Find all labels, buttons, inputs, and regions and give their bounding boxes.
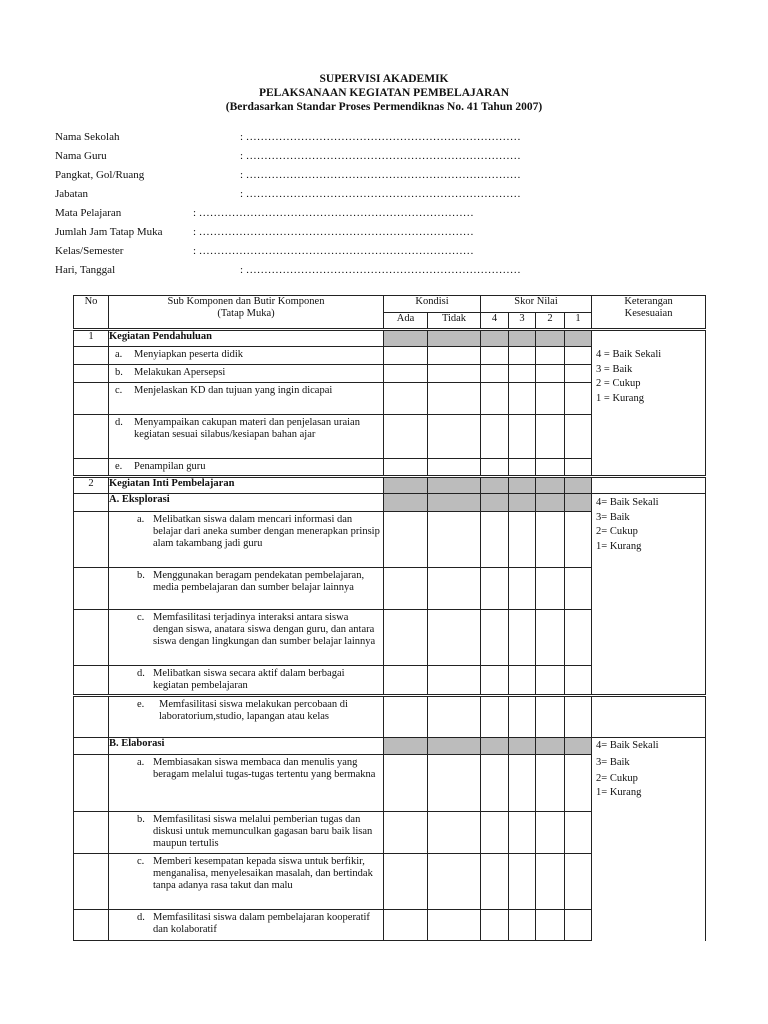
check-cell[interactable] — [481, 666, 509, 696]
item-cell — [109, 610, 384, 666]
shaded-cell — [384, 330, 428, 347]
empty-cell — [592, 696, 706, 738]
check-cell[interactable] — [481, 610, 509, 666]
shaded-cell — [509, 330, 536, 347]
empty-cell — [74, 568, 109, 610]
check-cell[interactable] — [384, 568, 428, 610]
item-marker: a. — [115, 349, 123, 360]
shaded-cell — [565, 330, 592, 347]
empty-cell — [74, 610, 109, 666]
check-cell[interactable] — [536, 812, 565, 854]
check-cell[interactable] — [536, 459, 565, 477]
shaded-cell — [384, 477, 428, 494]
item-text: Memfasilitasi siswa melakukan percobaan di laboratorium,studio, lapangan atau kelas — [159, 699, 348, 722]
item-text: Melakukan Apersepsi — [134, 367, 226, 378]
field-label: Mata Pelajaran — [55, 207, 122, 219]
check-cell[interactable] — [509, 383, 536, 415]
field-blank[interactable]: : ………………………………………………………………… — [240, 188, 521, 200]
check-cell[interactable] — [509, 459, 536, 477]
check-cell[interactable] — [384, 696, 428, 738]
item-marker: d. — [115, 417, 123, 428]
check-cell[interactable] — [384, 383, 428, 415]
check-cell[interactable] — [384, 459, 428, 477]
item-text: Melibatkan siswa secara aktif dalam berbagai kegiatan pembelajaran — [153, 668, 345, 691]
item-marker: c. — [137, 856, 145, 867]
shaded-cell — [428, 330, 481, 347]
empty-cell — [74, 910, 109, 941]
item-cell — [109, 755, 384, 812]
item-cell — [109, 910, 384, 941]
shaded-cell — [565, 477, 592, 494]
check-cell[interactable] — [428, 812, 481, 854]
empty-cell — [74, 812, 109, 854]
check-cell[interactable] — [509, 365, 536, 383]
check-cell[interactable] — [536, 383, 565, 415]
item-text: Memfasilitasi siswa dalam pembelajaran kooperatif dan kolaboratif — [153, 912, 370, 935]
header-keterangan — [592, 296, 706, 330]
check-cell[interactable] — [481, 459, 509, 477]
shaded-cell — [509, 494, 536, 512]
shaded-cell — [536, 738, 565, 755]
field-jabatan — [55, 188, 521, 200]
header-skor: Skor Nilai — [481, 296, 592, 313]
scale-label: 3= Baik — [596, 756, 630, 768]
check-cell[interactable] — [481, 383, 509, 415]
check-cell[interactable] — [384, 347, 428, 365]
item-marker: d. — [137, 912, 145, 923]
check-cell[interactable] — [481, 812, 509, 854]
check-cell[interactable] — [509, 910, 536, 941]
field-blank[interactable]: : ………………………………………………………………… — [240, 131, 521, 143]
doc-reference: (Berdasarkan Standar Proses Permendiknas No. 41 Tahun 2007) — [225, 101, 543, 113]
field-pangkat — [55, 169, 521, 181]
check-cell[interactable] — [428, 383, 481, 415]
scale-label: 2 = Cukup — [596, 378, 641, 389]
check-cell[interactable] — [428, 610, 481, 666]
empty-cell — [74, 755, 109, 812]
scale-label: 1= Kurang — [596, 540, 642, 552]
empty-cell — [592, 477, 706, 494]
check-cell[interactable] — [536, 415, 565, 459]
shaded-cell — [481, 330, 509, 347]
check-cell[interactable] — [428, 910, 481, 941]
check-cell[interactable] — [509, 512, 536, 568]
field-blank[interactable]: : ………………………………………………………………… — [193, 226, 474, 238]
check-cell[interactable] — [384, 854, 428, 910]
header-kondisi: Kondisi — [384, 296, 481, 313]
check-cell[interactable] — [481, 365, 509, 383]
shaded-cell — [536, 494, 565, 512]
header-sub-line1: Sub Komponen dan Butir Komponen — [167, 296, 325, 307]
check-cell[interactable] — [481, 910, 509, 941]
item-cell — [109, 696, 384, 738]
item-text: Membiasakan siswa membaca dan menulis yang beragam melalui tugas-tugas tertentu yang bermakna — [153, 757, 376, 780]
shaded-cell — [481, 738, 509, 755]
shaded-cell — [536, 477, 565, 494]
scale-label: 3 = Baik — [596, 363, 633, 375]
section-title: Kegiatan Inti Pembelajaran — [109, 477, 384, 494]
field-label: Hari, Tanggal — [55, 264, 116, 276]
check-cell[interactable] — [384, 415, 428, 459]
shaded-cell — [428, 494, 481, 512]
check-cell[interactable] — [536, 347, 565, 365]
item-marker: d. — [137, 668, 145, 679]
empty-cell — [74, 365, 109, 383]
check-cell[interactable] — [509, 415, 536, 459]
check-cell[interactable] — [428, 666, 481, 696]
keterangan-cell — [592, 494, 706, 696]
check-cell[interactable] — [428, 854, 481, 910]
header-ket-line2: Kesesuaian — [624, 308, 673, 319]
item-marker: e. — [137, 699, 145, 710]
check-cell[interactable] — [536, 854, 565, 910]
check-cell[interactable] — [536, 365, 565, 383]
item-cell — [109, 512, 384, 568]
shaded-cell — [509, 738, 536, 755]
scale-label: 4= Baik Sekali — [596, 740, 659, 751]
item-marker: b. — [137, 814, 145, 825]
empty-cell — [74, 666, 109, 696]
field-blank[interactable]: : ………………………………………………………………… — [193, 245, 474, 257]
empty-cell — [74, 347, 109, 365]
check-cell[interactable] — [509, 854, 536, 910]
field-blank[interactable]: : ………………………………………………………………… — [240, 169, 521, 181]
header-skor-4: 4 — [481, 313, 509, 330]
shaded-cell — [428, 477, 481, 494]
check-cell[interactable] — [384, 910, 428, 941]
empty-cell — [74, 415, 109, 459]
check-cell[interactable] — [428, 347, 481, 365]
item-cell — [109, 812, 384, 854]
item-marker: a. — [137, 514, 145, 525]
check-cell[interactable] — [565, 755, 592, 812]
section-number: 1 — [74, 330, 109, 347]
scale-label: 2= Cukup — [596, 772, 638, 784]
check-cell[interactable] — [384, 666, 428, 696]
check-cell[interactable] — [565, 383, 592, 415]
header-ada: Ada — [384, 313, 428, 330]
item-text: Menjelaskan KD dan tujuan yang ingin dicapai — [134, 385, 333, 396]
check-cell[interactable] — [536, 910, 565, 941]
item-text: Melibatkan siswa dalam mencari informasi dan belajar dari aneka sumber dengan menerapkan prinsip alam takambang jadi guru — [153, 514, 380, 549]
item-cell — [109, 365, 384, 383]
check-cell[interactable] — [481, 755, 509, 812]
item-marker: b. — [137, 570, 145, 581]
header-tidak: Tidak — [428, 313, 481, 330]
check-cell[interactable] — [481, 415, 509, 459]
section-number: 2 — [74, 477, 109, 494]
check-cell[interactable] — [536, 696, 565, 738]
check-cell[interactable] — [565, 696, 592, 738]
header-no: No — [74, 296, 109, 330]
item-text: Memfasilitasi siswa melalui pemberian tugas dan diskusi untuk memunculkan gagasan baru baik lisan maupun tertulis — [153, 814, 373, 849]
check-cell[interactable] — [384, 365, 428, 383]
item-cell — [109, 666, 384, 696]
empty-cell — [74, 738, 109, 755]
empty-cell — [74, 696, 109, 738]
check-cell[interactable] — [428, 512, 481, 568]
check-cell[interactable] — [428, 415, 481, 459]
header-skor-1: 1 — [565, 313, 592, 330]
item-text: Menggunakan beragam pendekatan pembelajaran, media pembelajaran dan sumber belajar lainnya — [153, 570, 365, 593]
shaded-cell — [481, 494, 509, 512]
check-cell[interactable] — [509, 610, 536, 666]
shaded-cell — [428, 738, 481, 755]
item-marker: b. — [115, 367, 123, 378]
item-cell — [109, 568, 384, 610]
check-cell[interactable] — [509, 666, 536, 696]
check-cell[interactable] — [428, 696, 481, 738]
section-title: Kegiatan Pendahuluan — [109, 330, 384, 347]
check-cell[interactable] — [428, 365, 481, 383]
shaded-cell — [565, 738, 592, 755]
check-cell[interactable] — [428, 459, 481, 477]
item-marker: c. — [115, 385, 123, 396]
check-cell[interactable] — [509, 696, 536, 738]
check-cell[interactable] — [481, 854, 509, 910]
check-cell[interactable] — [536, 755, 565, 812]
keterangan-cell — [592, 738, 706, 941]
shaded-cell — [509, 477, 536, 494]
item-marker: e. — [115, 461, 123, 472]
check-cell[interactable] — [481, 347, 509, 365]
doc-title: SUPERVISI AKADEMIK — [319, 73, 449, 85]
keterangan-cell — [592, 330, 706, 477]
check-cell[interactable] — [481, 696, 509, 738]
item-text: Memberi kesempatan kepada siswa untuk berfikir, menganalisa, menyelesaikan masalah, dan bertindak tanpa adanya rasa takut dan malu — [153, 856, 373, 891]
item-text: Memfasilitasi terjadinya interaksi antara siswa dengan siswa, anatara siswa dengan guru, dan antara siswa dengan lingkungan dan sumber belajar lainnya — [153, 612, 376, 647]
shaded-cell — [384, 494, 428, 512]
check-cell[interactable] — [565, 459, 592, 477]
field-label: Nama Guru — [55, 150, 107, 162]
item-marker: a. — [137, 757, 145, 768]
scale-label: 1= Kurang — [596, 786, 642, 798]
empty-cell — [74, 494, 109, 512]
check-cell[interactable] — [428, 755, 481, 812]
scale-label: 4 = Baik Sekali — [596, 349, 662, 360]
field-mata-pelajaran — [55, 207, 474, 219]
item-cell — [109, 383, 384, 415]
header-skor-3: 3 — [509, 313, 536, 330]
item-cell — [109, 854, 384, 910]
field-nama-guru — [55, 150, 521, 162]
doc-subtitle: PELAKSANAAN KEGIATAN PEMBELAJARAN — [258, 87, 510, 99]
shaded-cell — [384, 738, 428, 755]
header-sub-line2: (Tatap Muka) — [217, 308, 275, 319]
empty-cell — [74, 459, 109, 477]
field-label: Pangkat, Gol/Ruang — [55, 169, 145, 181]
check-cell[interactable] — [565, 610, 592, 666]
field-label: Jumlah Jam Tatap Muka — [55, 226, 163, 238]
check-cell[interactable] — [384, 755, 428, 812]
shaded-cell — [565, 494, 592, 512]
check-cell[interactable] — [565, 666, 592, 696]
item-cell — [109, 415, 384, 459]
field-hari-tanggal — [55, 264, 521, 276]
header-ket-line1: Keterangan — [624, 296, 673, 307]
check-cell[interactable] — [509, 347, 536, 365]
check-cell[interactable] — [565, 512, 592, 568]
check-cell[interactable] — [481, 512, 509, 568]
shaded-cell — [536, 330, 565, 347]
check-cell[interactable] — [509, 755, 536, 812]
check-cell[interactable] — [565, 568, 592, 610]
subsection-title: A. Eksplorasi — [109, 494, 384, 512]
field-blank[interactable]: : ………………………………………………………………… — [240, 264, 521, 276]
check-cell[interactable] — [565, 365, 592, 383]
item-text: Menyampaikan cakupan materi dan penjelasan uraian kegiatan sesuai silabus/kesiapan bahan ajar — [134, 417, 360, 440]
check-cell[interactable] — [536, 512, 565, 568]
check-cell[interactable] — [384, 610, 428, 666]
check-cell[interactable] — [384, 512, 428, 568]
check-cell[interactable] — [565, 415, 592, 459]
empty-cell — [74, 383, 109, 415]
field-jumlah-jam — [55, 226, 474, 238]
item-cell — [109, 459, 384, 477]
scale-label: 1 = Kurang — [596, 392, 644, 404]
empty-cell — [74, 512, 109, 568]
field-label: Nama Sekolah — [55, 131, 120, 143]
shaded-cell — [481, 477, 509, 494]
scale-label: 2= Cukup — [596, 526, 638, 537]
item-text: Menyiapkan peserta didik — [134, 349, 244, 360]
check-cell[interactable] — [536, 610, 565, 666]
check-cell[interactable] — [509, 812, 536, 854]
field-label: Jabatan — [55, 188, 88, 200]
field-blank[interactable]: : ………………………………………………………………… — [240, 150, 521, 162]
check-cell[interactable] — [565, 347, 592, 365]
field-kelas-semester — [55, 245, 474, 257]
check-cell[interactable] — [565, 910, 592, 941]
check-cell[interactable] — [509, 568, 536, 610]
item-marker: c. — [137, 612, 145, 623]
subsection-title: B. Elaborasi — [109, 738, 384, 755]
field-nama-sekolah — [55, 131, 521, 143]
scale-label: 3= Baik — [596, 511, 630, 523]
field-blank[interactable]: : ………………………………………………………………… — [193, 207, 474, 219]
assessment-table — [73, 295, 706, 941]
check-cell[interactable] — [565, 812, 592, 854]
header-skor-2: 2 — [536, 313, 565, 330]
empty-cell — [74, 854, 109, 910]
item-text: Penampilan guru — [134, 461, 206, 472]
check-cell[interactable] — [536, 568, 565, 610]
check-cell[interactable] — [536, 666, 565, 696]
check-cell[interactable] — [428, 568, 481, 610]
check-cell[interactable] — [481, 568, 509, 610]
header-sub-komponen — [109, 296, 384, 330]
check-cell[interactable] — [384, 812, 428, 854]
item-cell — [109, 347, 384, 365]
check-cell[interactable] — [565, 854, 592, 910]
field-label: Kelas/Semester — [55, 245, 124, 257]
scale-label: 4= Baik Sekali — [596, 497, 659, 508]
